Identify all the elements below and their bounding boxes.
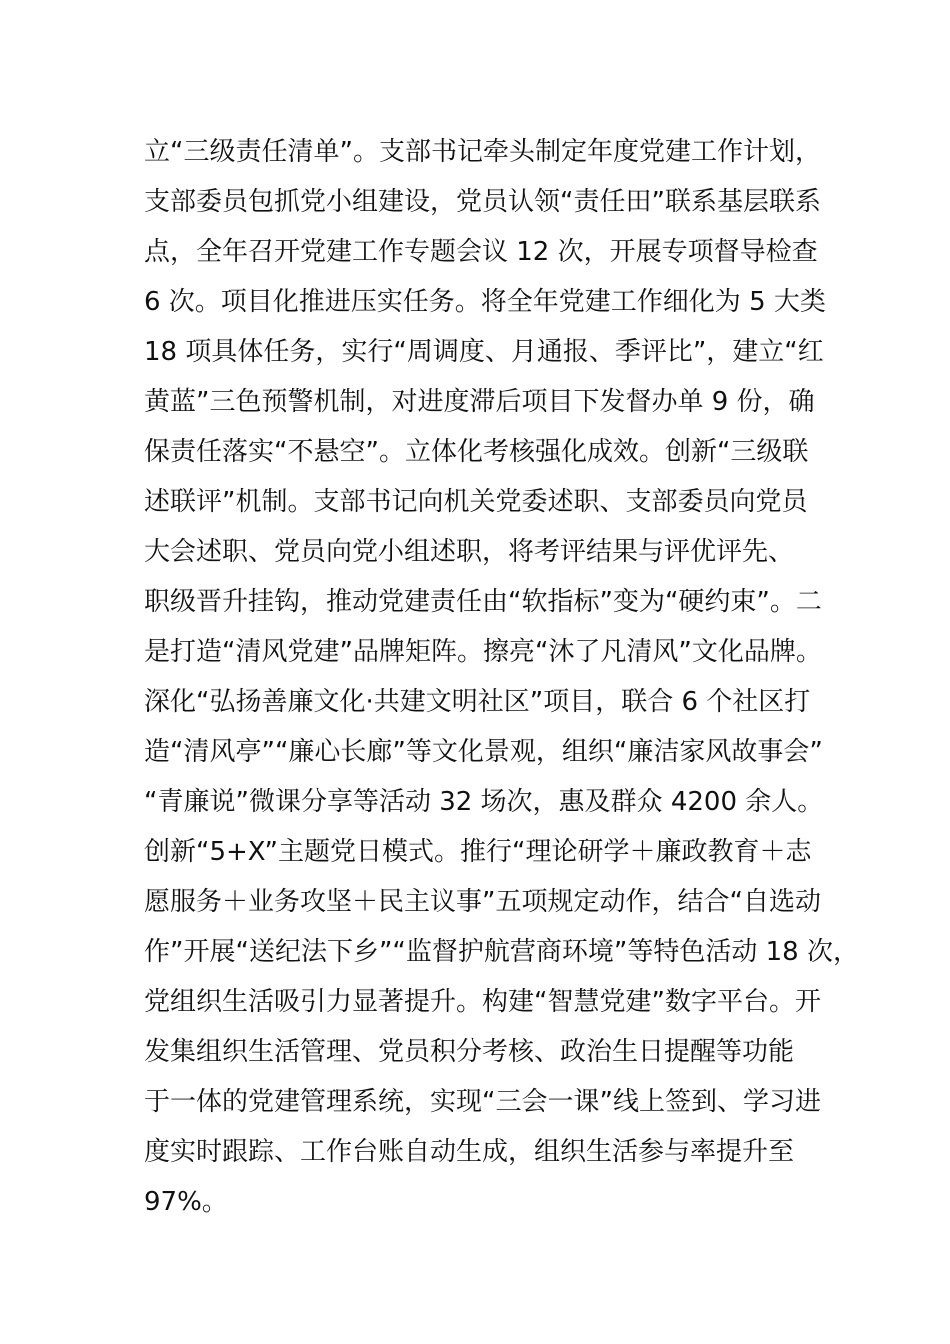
text-line: 支部委员包抓党小组建设，党员认领“责任田”联系基层联系 bbox=[144, 187, 821, 217]
text-line: 黄蓝”三色预警机制，对进度滞后项目下发督办单 9 份，确 bbox=[144, 387, 815, 417]
text-line: 立“三级责任清单”。支部书记牵头制定年度党建工作计划， bbox=[144, 137, 821, 167]
text-line: 18 项具体任务，实行“周调度、月通报、季评比”，建立“红 bbox=[144, 337, 824, 367]
text-line: 述联评”机制。支部书记向机关党委述职、支部委员向党员 bbox=[144, 487, 808, 517]
text-line: 发集组织生活管理、党员积分考核、政治生日提醒等功能 bbox=[144, 1037, 795, 1067]
text-line: 是打造“清风党建”品牌矩阵。擦亮“沐了凡清风”文化品牌。 bbox=[144, 637, 822, 667]
text-line: 6 次。项目化推进压实任务。将全年党建工作细化为 5 大类 bbox=[144, 287, 826, 317]
text-line: 保责任落实“不悬空”。立体化考核强化成效。创新“三级联 bbox=[144, 437, 809, 467]
body-paragraph bbox=[144, 130, 859, 1230]
text-line: 党组织生活吸引力显著提升。构建“智慧党建”数字平台。开 bbox=[144, 987, 821, 1017]
text-line: 度实时跟踪、工作台账自动生成，组织生活参与率提升至 bbox=[144, 1137, 795, 1167]
text-line: 作”开展“送纪法下乡”“监督护航营商环境”等特色活动 18 次， bbox=[144, 937, 859, 967]
text-line: 愿服务＋业务攻坚＋民主议事”五项规定动作，结合“自选动 bbox=[144, 887, 821, 917]
text-line: 97%。 bbox=[144, 1187, 228, 1217]
text-line: 点，全年召开党建工作专题会议 12 次，开展专项督导检查 bbox=[144, 237, 818, 267]
text-line: 职级晋升挂钩，推动党建责任由“软指标”变为“硬约束”。二 bbox=[144, 587, 822, 617]
text-line: 造“清风亭”“廉心长廊”等文化景观，组织“廉洁家风故事会” bbox=[144, 737, 823, 767]
text-line: 大会述职、党员向党小组述职，将考评结果与评优评先、 bbox=[144, 537, 795, 567]
text-line: 创新“5+X”主题党日模式。推行“理论研学＋廉政教育＋志 bbox=[144, 837, 812, 867]
text-line: 深化“弘扬善廉文化·共建文明社区”项目，联合 6 个社区打 bbox=[144, 687, 811, 717]
text-line: “青廉说”微课分享等活动 32 场次，惠及群众 4200 余人。 bbox=[144, 787, 824, 817]
text-line: 于一体的党建管理系统，实现“三会一课”线上签到、学习进 bbox=[144, 1087, 821, 1117]
